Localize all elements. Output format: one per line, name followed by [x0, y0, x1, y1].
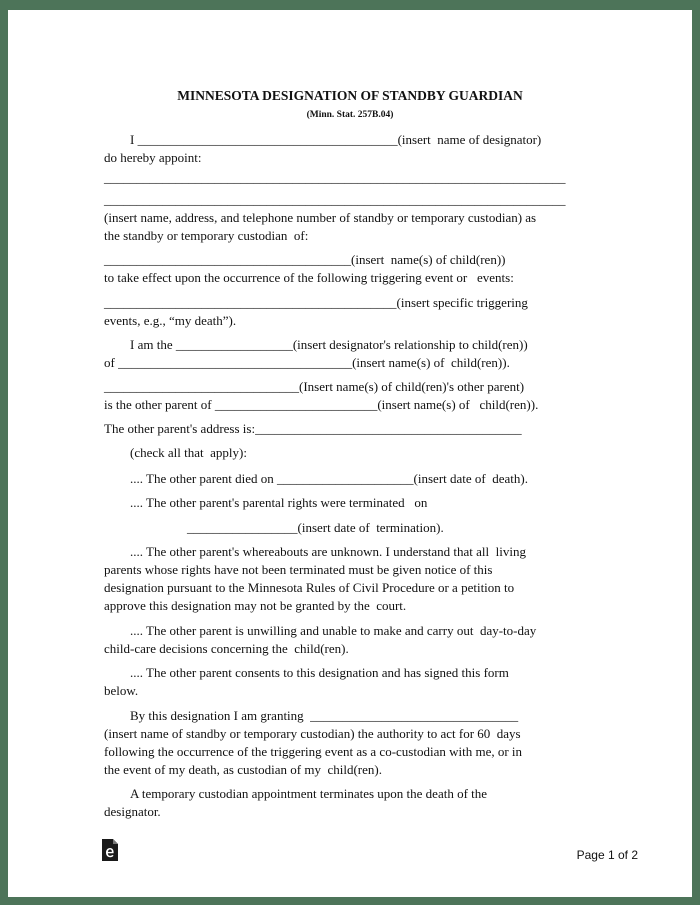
triggering-event-example: events, e.g., “my death”). [104, 313, 237, 328]
statute-reference: (Minn. Stat. 257B.04) [306, 110, 394, 120]
custodian-blank-2: _______________________________________________________________________ [104, 192, 566, 207]
custodian-of-line: the standby or temporary custodian of: [104, 228, 309, 243]
whereabouts-text-3: designation pursuant to the Minnesota Rules of Civil Procedure or a petition to [104, 580, 515, 595]
triggering-event-line: _____________________________________________(insert specific triggering [104, 295, 528, 310]
unwilling-text-2: child-care decisions concerning the child(ren). [104, 641, 349, 656]
termination-clause: A temporary custodian appointment terminates upon the death of the [130, 786, 488, 801]
children-names-line: ______________________________________(insert name(s) of child(ren)) [104, 252, 506, 267]
other-parent-name-line: ______________________________(Insert name(s) of child(ren)'s other parent) [104, 379, 525, 394]
relationship-line: I am the __________________(insert designator's relationship to child(ren)) [130, 337, 528, 352]
whereabouts-text-2: parents whose rights have not been terminated must be given notice of this [104, 562, 493, 577]
granting-line: By this designation I am granting ________________________________ [130, 708, 519, 723]
option-whereabouts-unknown: .... The other parent's whereabouts are unknown. I understand that all living [130, 544, 526, 559]
granting-text-4: the event of my death, as custodian of my child(ren). [104, 762, 382, 777]
granting-text-3: following the occurrence of the triggering event as a co-custodian with me, or in [104, 744, 523, 759]
consents-text-2: below. [104, 683, 139, 698]
eforms-e-icon [102, 839, 118, 861]
whereabouts-text-4: approve this designation may not be granted by the court. [104, 598, 407, 613]
triggering-event-intro: to take effect upon the occurrence of the following triggering event or events: [104, 270, 514, 285]
document-page [8, 10, 692, 897]
termination-clause-2: designator. [104, 804, 161, 819]
appoint-line: do hereby appoint: [104, 150, 202, 165]
option-rights-terminated: .... The other parent's parental rights were terminated on [130, 495, 428, 510]
other-parent-of-line: is the other parent of _________________________(insert name(s) of child(ren)). [104, 397, 539, 412]
option-parent-unwilling: .... The other parent is unwilling and unable to make and carry out day-to-day [130, 623, 537, 638]
relationship-children-line: of ____________________________________(insert name(s) of child(ren)). [104, 355, 510, 370]
granting-text-2: (insert name of standby or temporary custodian) the authority to act for 60 days [104, 726, 521, 741]
designator-line: I ________________________________________(insert name of designator) [130, 132, 542, 147]
document-title: MINNESOTA DESIGNATION OF STANDBY GUARDIAN [177, 88, 523, 103]
page-number: Page 1 of 2 [576, 848, 638, 862]
other-parent-address-line: The other parent's address is:_________________________________________ [104, 421, 522, 436]
option-parent-died: .... The other parent died on _____________________(insert date of death). [130, 471, 528, 486]
option-parent-consents: .... The other parent consents to this designation and has signed this form [130, 665, 509, 680]
termination-date-line: _________________(insert date of termination). [187, 520, 444, 535]
custodian-instruction: (insert name, address, and telephone number of standby or temporary custodian) as [104, 210, 537, 225]
check-all-instruction: (check all that apply): [130, 445, 247, 460]
custodian-blank-1: _______________________________________________________________________ [104, 170, 566, 185]
